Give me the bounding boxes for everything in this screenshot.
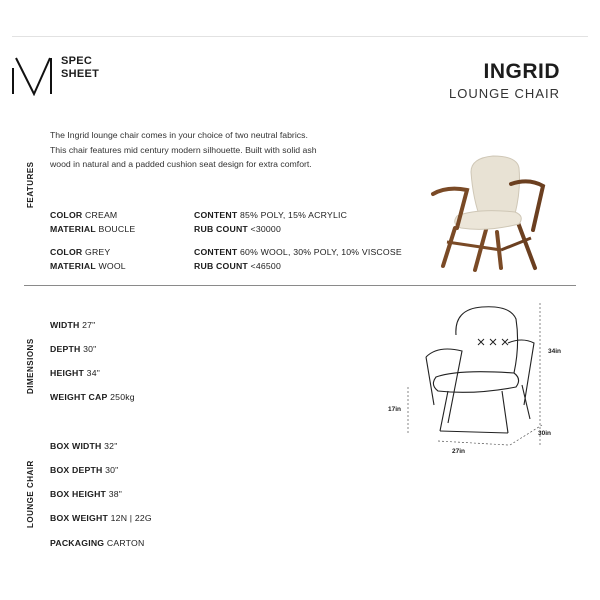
product-title: INGRID <box>483 60 560 83</box>
option-1-content: CONTENT 85% POLY, 15% ACRYLIC <box>194 210 348 220</box>
option-1-rub-count: RUB COUNT <30000 <box>194 224 281 234</box>
dimension-weight-cap: WEIGHT CAP 250kg <box>50 392 135 402</box>
box-weight: BOX WEIGHT 12N | 22G <box>50 513 152 523</box>
box-depth: BOX DEPTH 30" <box>50 465 119 475</box>
section-features-label: FEATURES <box>26 161 35 208</box>
spec-sheet-label: SPEC SHEET <box>61 55 100 80</box>
product-description: The Ingrid lounge chair comes in your choice of two neutral fabrics. This chair features mid century modern silhouette. Built with solid ash wood in natural and a padded cushion seat design for extra comfort. <box>50 130 317 169</box>
section-dimensions-label: DIMENSIONS <box>26 338 35 394</box>
option-1-color: COLOR CREAM <box>50 210 118 220</box>
drawing-height-label: 34in <box>548 348 562 355</box>
chair-dimension-drawing <box>398 295 578 465</box>
dimension-width: WIDTH 27" <box>50 320 96 330</box>
dimension-depth: DEPTH 30" <box>50 344 97 354</box>
drawing-depth-label: 30in <box>538 430 552 437</box>
drawing-seat-height-label: 17in <box>388 406 402 413</box>
option-2-content: CONTENT 60% WOOL, 30% POLY, 10% VISCOSE <box>194 247 402 257</box>
product-subtitle: LOUNGE CHAIR <box>449 86 560 101</box>
option-2-rub-count: RUB COUNT <46500 <box>194 261 281 271</box>
section-divider <box>24 285 576 286</box>
dimension-height: HEIGHT 34" <box>50 368 101 378</box>
top-rule <box>12 36 588 37</box>
chair-photo <box>427 150 557 275</box>
option-1-material: MATERIAL BOUCLE <box>50 224 136 234</box>
packaging-type: PACKAGING CARTON <box>50 538 145 548</box>
drawing-width-label: 27in <box>452 448 466 455</box>
box-height: BOX HEIGHT 38" <box>50 489 123 499</box>
option-2-material: MATERIAL WOOL <box>50 261 126 271</box>
option-2-color: COLOR GREY <box>50 247 111 257</box>
box-width: BOX WIDTH 32" <box>50 441 118 451</box>
section-lounge-chair-label: LOUNGE CHAIR <box>26 460 35 528</box>
brand-logo-icon <box>10 54 56 96</box>
